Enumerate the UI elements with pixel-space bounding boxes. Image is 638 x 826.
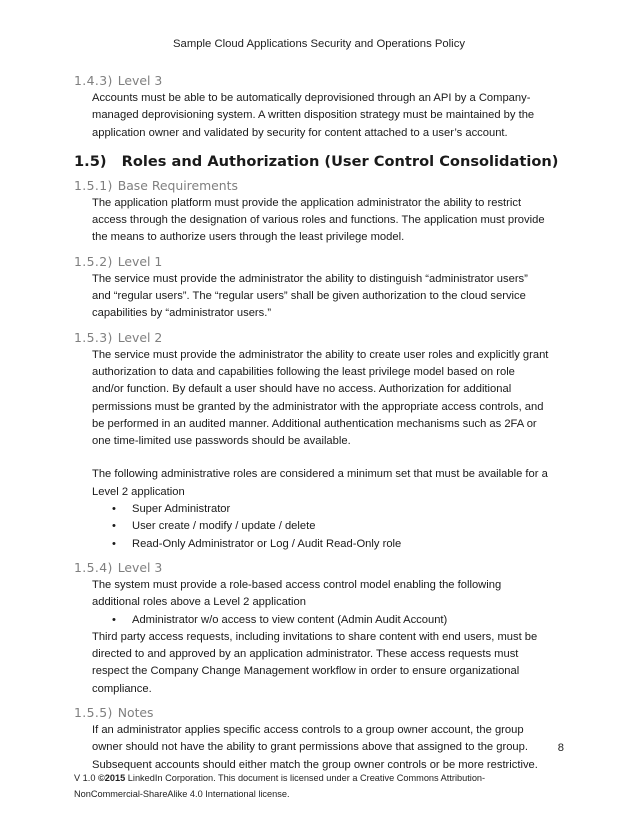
paragraph-line: Third party access requests, including invitations to share content with end users, must be bbox=[92, 630, 538, 643]
roles-list bbox=[92, 612, 574, 629]
heading-title: Level 3 bbox=[117, 559, 163, 575]
section-1-5-5-body bbox=[92, 722, 574, 774]
paragraph-line: The service must provide the administrator the ability to distinguish “administrator users” bbox=[92, 272, 528, 285]
paragraph-line: Level 2 application bbox=[92, 485, 185, 498]
heading-title: Level 3 bbox=[117, 73, 163, 88]
heading-number: 1.5.4) bbox=[74, 559, 113, 575]
list-item: • Read-Only Administrator or Log / Audit Read-Only role bbox=[112, 536, 574, 553]
paragraph-line: If an administrator applies specific access controls to a group owner account, the group bbox=[92, 724, 524, 737]
paragraph-line: and/or function. By default a user should have no access. Authorization for additional bbox=[92, 383, 512, 396]
paragraph-line: and “regular users”. The “regular users” shall be given authorization to the cloud service bbox=[92, 290, 526, 303]
footer-copyright: ©2015 bbox=[98, 773, 126, 783]
paragraph-line: respect the Company Change Management workflow in order to ensure organizational bbox=[92, 665, 520, 678]
heading-title: Notes bbox=[117, 705, 154, 721]
heading-1-5-4 bbox=[74, 559, 574, 577]
paragraph-line: be performed in an audited manner. Additional authentication mechanisms such as 2FA or bbox=[92, 417, 537, 430]
heading-title: Level 1 bbox=[117, 253, 163, 269]
heading-1-5-5 bbox=[74, 704, 574, 722]
list-item: • User create / modify / update / delete bbox=[112, 518, 574, 535]
paragraph-line: The following administrative roles are considered a minimum set that must be available for a bbox=[92, 468, 548, 481]
section-1-5-3-body bbox=[92, 347, 574, 553]
heading-1-5-3 bbox=[74, 329, 574, 347]
section-1-4-3-body bbox=[92, 90, 574, 142]
heading-1-5-1 bbox=[74, 177, 574, 195]
heading-title: Roles and Authorization (User Control Consolidation) bbox=[121, 152, 559, 170]
paragraph-line: additional roles above a Level 2 application bbox=[92, 596, 306, 609]
paragraph-line: access through the designation of various roles and functions. The application must provide bbox=[92, 214, 545, 227]
paragraph-line: capabilities by “administrator users.” bbox=[92, 307, 272, 320]
document-body bbox=[74, 72, 574, 774]
heading-number: 1.5.1) bbox=[74, 177, 113, 193]
heading-number: 1.4.3) bbox=[74, 73, 113, 88]
heading-title: Level 2 bbox=[117, 329, 163, 345]
paragraph-line: Subsequent accounts should either match the group owner controls or be more restrictive. bbox=[92, 758, 538, 771]
heading-number: 1.5.5) bbox=[74, 705, 113, 721]
paragraph-line: managed deprovisioning system. A written disposition strategy must be maintained by the bbox=[92, 109, 535, 122]
heading-number: 1.5.3) bbox=[74, 329, 113, 345]
footer-version: V 1.0 bbox=[74, 773, 96, 783]
paragraph-line: authorization to data and capabilities following the least privilege model based on role bbox=[92, 365, 515, 378]
section-1-5-2-body bbox=[92, 271, 574, 323]
paragraph-line: The service must provide the administrator the ability to create user roles and explicitly grant bbox=[92, 348, 549, 361]
paragraph-line: the means to authorize users through the least privilege model. bbox=[92, 231, 405, 244]
paragraph-line: directed to and approved by an application administrator. These access requests must bbox=[92, 648, 519, 661]
heading-title: Base Requirements bbox=[117, 177, 238, 193]
heading-1-5 bbox=[74, 150, 574, 174]
paragraph-line: The system must provide a role-based access control model enabling the following bbox=[92, 578, 502, 591]
paragraph-line: application owner and validated by security for content attached to a user’s account. bbox=[92, 126, 508, 139]
paragraph-line: Accounts must be able to be automatically deprovisioned through an API by a Company- bbox=[92, 92, 531, 104]
heading-number: 1.5) bbox=[74, 152, 107, 170]
heading-1-4-3 bbox=[74, 72, 574, 90]
page-header: Sample Cloud Applications Security and Operations Policy bbox=[173, 38, 465, 50]
section-1-5-1-body bbox=[92, 195, 574, 247]
roles-list bbox=[92, 501, 574, 553]
list-item: • Super Administrator bbox=[112, 501, 574, 518]
heading-number: 1.5.2) bbox=[74, 253, 113, 269]
list-item: • Administrator w/o access to view content (Admin Audit Account) bbox=[112, 612, 574, 629]
paragraph-line: compliance. bbox=[92, 682, 152, 695]
paragraph-line: owner should not have the ability to grant permissions above that assigned to the group. bbox=[92, 741, 528, 754]
footer-line-2: NonCommercial-ShareAlike 4.0 International license. bbox=[74, 789, 290, 799]
page-footer bbox=[74, 770, 564, 802]
paragraph-line: one time-limited use passwords should be available. bbox=[92, 435, 351, 448]
paragraph-line: The application platform must provide the application administrator the ability to restrict bbox=[92, 196, 522, 209]
section-1-5-4-body bbox=[92, 577, 574, 698]
footer-line-1 bbox=[74, 770, 564, 786]
page-number: 8 bbox=[557, 742, 564, 754]
paragraph-line: permissions must be granted by the administrator with the appropriate access controls, and bbox=[92, 400, 544, 413]
footer-license-text: LinkedIn Corporation. This document is licensed under a Creative Commons Attribution- bbox=[127, 773, 486, 783]
heading-1-5-2 bbox=[74, 253, 574, 271]
